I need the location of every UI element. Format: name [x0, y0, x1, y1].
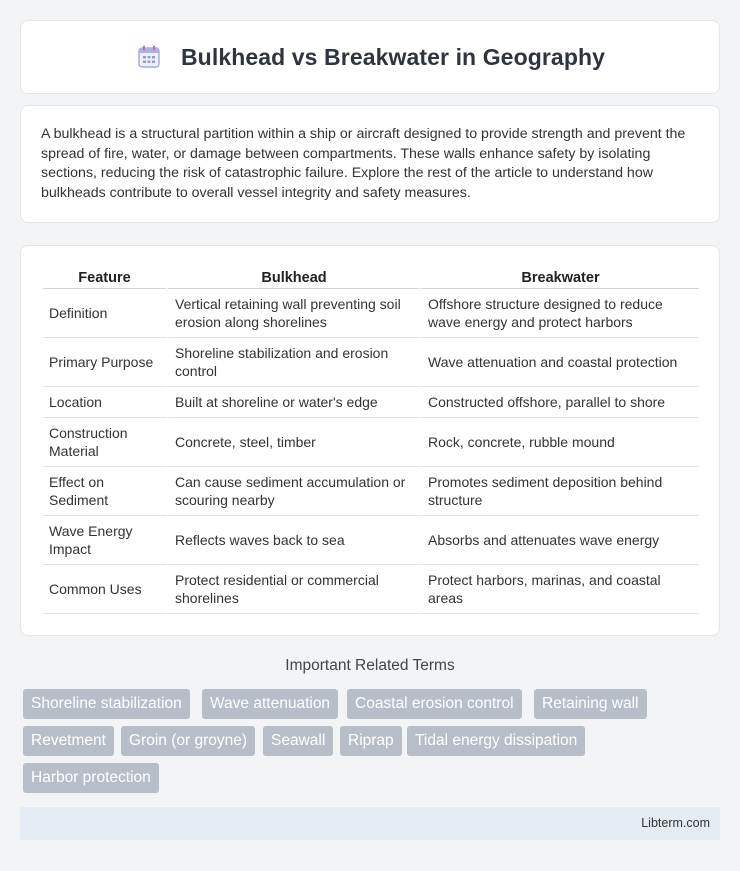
- comparison-card: [20, 245, 720, 636]
- intro-paragraph: A bulkhead is a structural partition within a ship or aircraft designed to provide strength and prevent the spread of fire, water, or damage between compartments. These walls enhance safety by isolating sections, reducing the risk of catastrophic failure. Explore the rest of the article to understand how bulkheads contribute to overall vessel integrity and safety measures.: [41, 126, 686, 201]
- intro-card: [20, 105, 720, 223]
- tag-tidal-energy-dissipation[interactable]: Tidal energy dissipation: [407, 726, 585, 756]
- table-row: [43, 516, 699, 565]
- table-header-row: [43, 264, 699, 289]
- row-bulkhead: Can cause sediment accumulation or scouring nearby: [166, 467, 419, 516]
- related-terms-title: Important Related Terms: [285, 657, 455, 674]
- row-breakwater: Promotes sediment deposition behind structure: [419, 467, 699, 516]
- row-feature: Common Uses: [43, 565, 166, 614]
- row-feature: Construction Material: [43, 418, 166, 467]
- row-feature: Wave Energy Impact: [43, 516, 166, 565]
- tag-shoreline-stabilization[interactable]: Shoreline stabilization: [23, 689, 190, 719]
- row-feature: Location: [43, 387, 166, 418]
- table-row: [43, 418, 699, 467]
- tag-groin[interactable]: Groin (or groyne): [121, 726, 255, 756]
- row-breakwater: Absorbs and attenuates wave energy: [419, 516, 699, 565]
- comparison-table: [43, 264, 699, 614]
- header-card: [20, 20, 720, 94]
- row-feature: Primary Purpose: [43, 338, 166, 387]
- row-breakwater: Rock, concrete, rubble mound: [419, 418, 699, 467]
- calendar-icon: [135, 43, 163, 71]
- row-feature: Definition: [43, 289, 166, 338]
- footer: [20, 807, 720, 840]
- tag-seawall[interactable]: Seawall: [263, 726, 333, 756]
- row-bulkhead: Built at shoreline or water's edge: [166, 387, 419, 418]
- table-row: [43, 565, 699, 614]
- row-bulkhead: Reflects waves back to sea: [166, 516, 419, 565]
- tag-retaining-wall[interactable]: Retaining wall: [534, 689, 647, 719]
- row-bulkhead: Shoreline stabilization and erosion control: [166, 338, 419, 387]
- row-bulkhead: Vertical retaining wall preventing soil erosion along shorelines: [166, 289, 419, 338]
- row-breakwater: Constructed offshore, parallel to shore: [419, 387, 699, 418]
- table-row: [43, 387, 699, 418]
- header-bulkhead: Bulkhead: [166, 264, 419, 289]
- header-breakwater: Breakwater: [419, 264, 699, 289]
- tag-wave-attenuation[interactable]: Wave attenuation: [202, 689, 338, 719]
- row-bulkhead: Concrete, steel, timber: [166, 418, 419, 467]
- row-breakwater: Protect harbors, marinas, and coastal areas: [419, 565, 699, 614]
- tag-coastal-erosion-control[interactable]: Coastal erosion control: [347, 689, 522, 719]
- tag-riprap[interactable]: Riprap: [340, 726, 402, 756]
- table-row: [43, 467, 699, 516]
- row-breakwater: Wave attenuation and coastal protection: [419, 338, 699, 387]
- row-breakwater: Offshore structure designed to reduce wave energy and protect harbors: [419, 289, 699, 338]
- table-row: [43, 289, 699, 338]
- page-title: Bulkhead vs Breakwater in Geography: [180, 43, 606, 70]
- row-feature: Effect on Sediment: [43, 467, 166, 516]
- tag-harbor-protection[interactable]: Harbor protection: [23, 763, 159, 793]
- row-bulkhead: Protect residential or commercial shorelines: [166, 565, 419, 614]
- tag-revetment[interactable]: Revetment: [23, 726, 114, 756]
- header-feature: Feature: [43, 264, 166, 289]
- table-row: [43, 338, 699, 387]
- footer-site-link[interactable]: Libterm.com: [641, 816, 710, 830]
